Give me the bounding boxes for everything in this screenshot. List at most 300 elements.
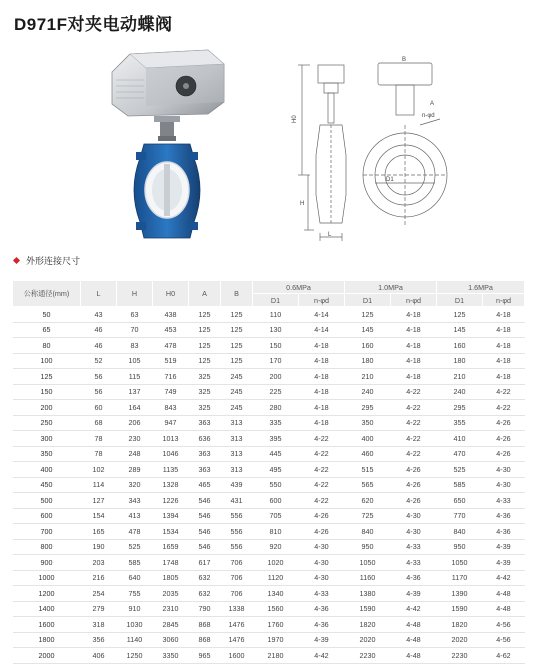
table-cell: 1120 [253,570,299,586]
table-cell: 460 [345,446,391,462]
table-cell: 4-22 [299,493,345,509]
table-cell: 4-48 [483,586,525,602]
table-cell: 600 [253,493,299,509]
table-cell: 4-36 [299,617,345,633]
table-row [13,477,525,493]
table-cell: 154 [81,508,117,524]
table-cell: 313 [221,431,253,447]
label-a: A [430,101,435,107]
header-h0: H0 [153,281,189,307]
table-cell: 1338 [221,601,253,617]
table-cell: 4-42 [391,601,437,617]
table-cell: 4-30 [299,570,345,586]
table-cell: 240 [437,384,483,400]
table-cell: 400 [345,431,391,447]
table-cell: 114 [81,477,117,493]
table-cell: 706 [221,586,253,602]
table-cell: 100 [13,353,81,369]
table-cell: 4-18 [299,369,345,385]
table-cell: 4-26 [391,493,437,509]
table-cell: 4-26 [483,431,525,447]
header-pressure-1-0: 1.0MPa [345,281,437,294]
table-cell: 1013 [153,431,189,447]
table-cell: 363 [189,415,221,431]
table-cell: 770 [437,508,483,524]
table-row [13,384,525,400]
table-cell: 450 [13,477,81,493]
table-cell: 4-22 [391,431,437,447]
table-cell: 78 [81,446,117,462]
table-cell: 125 [345,307,391,323]
table-row [13,415,525,431]
label-h: H [300,201,305,207]
table-cell: 165 [81,524,117,540]
table-cell: 4-14 [299,322,345,338]
table-cell: 840 [345,524,391,540]
table-cell: 78 [81,431,117,447]
table-cell: 546 [189,539,221,555]
label-nphid: n-φd [422,113,435,119]
table-cell: 4-22 [299,477,345,493]
table-cell: 343 [117,493,153,509]
table-cell: 50 [13,307,81,323]
table-cell: 950 [437,539,483,555]
table-cell: 1560 [253,601,299,617]
table-cell: 716 [153,369,189,385]
table-row [13,524,525,540]
table-cell: 125 [189,322,221,338]
table-cell: 4-30 [391,524,437,540]
table-cell: 203 [81,555,117,571]
table-cell: 585 [437,477,483,493]
table-cell: 453 [153,322,189,338]
table-cell: 1820 [345,617,391,633]
table-cell: 3350 [153,648,189,664]
table-cell: 632 [189,586,221,602]
page-title: D971F对夹电动蝶阀 [14,15,173,34]
table-cell: 4-39 [391,586,437,602]
table-row [13,508,525,524]
table-cell: 920 [253,539,299,555]
table-cell: 4-22 [391,384,437,400]
table-row [13,493,525,509]
table-cell: 318 [81,617,117,633]
table-cell: 2180 [253,648,299,664]
section-title: 外形连接尺寸 [26,256,81,266]
header-pressure-0-6: 0.6MPa [253,281,345,294]
table-cell: 395 [253,431,299,447]
table-cell: 125 [189,338,221,354]
table-row [13,617,525,633]
table-cell: 465 [189,477,221,493]
table-cell: 910 [117,601,153,617]
table-cell: 4-39 [483,539,525,555]
header-n-phid: n-φd [483,294,525,307]
table-cell: 230 [117,431,153,447]
table-cell: 4-26 [483,415,525,431]
table-cell: 620 [345,493,391,509]
table-cell: 810 [253,524,299,540]
table-row [13,555,525,571]
table-cell: 1748 [153,555,189,571]
table-cell: 4-36 [299,601,345,617]
table-cell: 125 [189,353,221,369]
table-cell: 431 [221,493,253,509]
table-cell: 56 [81,369,117,385]
table-cell: 706 [221,555,253,571]
table-cell: 4-33 [299,586,345,602]
table-cell: 4-30 [483,477,525,493]
table-cell: 4-22 [391,446,437,462]
table-cell: 400 [13,462,81,478]
table-row [13,648,525,664]
table-cell: 295 [345,400,391,416]
table-cell: 313 [221,415,253,431]
table-cell: 4-18 [483,369,525,385]
table-row [13,353,525,369]
table-row [13,400,525,416]
table-cell: 4-39 [299,632,345,648]
table-cell: 4-42 [483,570,525,586]
table-cell: 546 [189,508,221,524]
table-cell: 4-22 [299,462,345,478]
table-cell: 125 [221,338,253,354]
header-b: B [221,281,253,307]
table-cell: 4-22 [483,384,525,400]
table-cell: 700 [13,524,81,540]
table-cell: 313 [221,462,253,478]
table-cell: 280 [253,400,299,416]
table-cell: 240 [345,384,391,400]
table-cell: 350 [345,415,391,431]
table-cell: 1800 [13,632,81,648]
table-cell: 4-39 [483,555,525,571]
table-cell: 4-22 [483,400,525,416]
table-cell: 2845 [153,617,189,633]
header-d1: D1 [437,294,483,307]
table-cell: 4-18 [483,353,525,369]
table-cell: 125 [221,307,253,323]
table-cell: 43 [81,307,117,323]
header-h: H [117,281,153,307]
table-cell: 478 [153,338,189,354]
table-cell: 790 [189,601,221,617]
table-cell: 245 [221,400,253,416]
table-cell: 68 [81,415,117,431]
table-cell: 585 [117,555,153,571]
table-cell: 556 [221,508,253,524]
table-cell: 755 [117,586,153,602]
table-cell: 1050 [437,555,483,571]
table-cell: 1590 [345,601,391,617]
table-cell: 356 [81,632,117,648]
table-cell: 4-18 [391,353,437,369]
table-cell: 4-18 [299,353,345,369]
table-cell: 125 [221,353,253,369]
table-cell: 1659 [153,539,189,555]
table-cell: 600 [13,508,81,524]
header-pressure-1-6: 1.6MPa [437,281,525,294]
table-cell: 470 [437,446,483,462]
table-cell: 127 [81,493,117,509]
table-cell: 406 [81,648,117,664]
table-cell: 1970 [253,632,299,648]
table-cell: 225 [253,384,299,400]
table-cell: 125 [189,307,221,323]
table-cell: 160 [437,338,483,354]
table-cell: 325 [189,400,221,416]
table-cell: 640 [117,570,153,586]
table-cell: 200 [253,369,299,385]
table-cell: 4-42 [299,648,345,664]
table-cell: 632 [189,570,221,586]
table-cell: 313 [221,446,253,462]
table-cell: 300 [13,431,81,447]
table-cell: 4-30 [299,539,345,555]
table-cell: 705 [253,508,299,524]
table-cell: 550 [253,477,299,493]
table-cell: 200 [13,400,81,416]
header-a: A [189,281,221,307]
table-cell: 636 [189,431,221,447]
table-cell: 295 [437,400,483,416]
header-d1: D1 [253,294,299,307]
table-cell: 413 [117,508,153,524]
header-dn: 公称通径(mm) [13,281,81,307]
table-cell: 1600 [221,648,253,664]
table-cell: 2310 [153,601,189,617]
table-row [13,586,525,602]
table-cell: 445 [253,446,299,462]
table-row [13,369,525,385]
table-cell: 125 [437,307,483,323]
table-cell: 4-18 [391,307,437,323]
table-cell: 1140 [117,632,153,648]
table-cell: 150 [13,384,81,400]
table-cell: 1000 [13,570,81,586]
table-cell: 1250 [117,648,153,664]
table-cell: 335 [253,415,299,431]
table-cell: 515 [345,462,391,478]
table-row [13,539,525,555]
table-row [13,601,525,617]
dimension-drawing [280,55,455,245]
table-cell: 164 [117,400,153,416]
table-cell: 868 [189,617,221,633]
table-cell: 4-22 [299,431,345,447]
table-cell: 500 [13,493,81,509]
table-cell: 206 [117,415,153,431]
table-cell: 1030 [117,617,153,633]
table-row [13,446,525,462]
table-cell: 254 [81,586,117,602]
table-cell: 478 [117,524,153,540]
table-cell: 1226 [153,493,189,509]
table-cell: 216 [81,570,117,586]
table-cell: 843 [153,400,189,416]
table-cell: 4-56 [483,617,525,633]
label-b: B [402,57,407,63]
table-cell: 650 [437,493,483,509]
table-row [13,307,525,323]
table-cell: 160 [345,338,391,354]
table-cell: 556 [221,524,253,540]
table-cell: 4-18 [299,338,345,354]
table-cell: 1135 [153,462,189,478]
table-cell: 4-56 [483,632,525,648]
table-cell: 180 [345,353,391,369]
table-cell: 4-30 [299,555,345,571]
table-cell: 1476 [221,632,253,648]
table-cell: 4-62 [483,648,525,664]
table-cell: 63 [117,307,153,323]
header-n-phid: n-φd [391,294,437,307]
table-cell: 1805 [153,570,189,586]
table-cell: 145 [437,322,483,338]
table-cell: 868 [189,632,221,648]
table-cell: 363 [189,462,221,478]
table-cell: 2230 [437,648,483,664]
table-cell: 4-26 [483,446,525,462]
diamond-bullet-icon [13,257,20,264]
table-cell: 4-18 [483,338,525,354]
table-cell: 70 [117,322,153,338]
table-header-row [13,281,525,294]
table-cell: 546 [189,524,221,540]
table-cell: 83 [117,338,153,354]
table-cell: 4-22 [299,446,345,462]
table-cell: 110 [253,307,299,323]
table-cell: 1328 [153,477,189,493]
table-cell: 1534 [153,524,189,540]
table-cell: 4-48 [391,648,437,664]
table-cell: 46 [81,338,117,354]
table-row [13,462,525,478]
table-cell: 4-18 [299,384,345,400]
table-cell: 102 [81,462,117,478]
table-cell: 2230 [345,648,391,664]
table-cell: 438 [153,307,189,323]
table-cell: 439 [221,477,253,493]
table-cell: 170 [253,353,299,369]
table-cell: 250 [13,415,81,431]
table-cell: 1600 [13,617,81,633]
table-cell: 725 [345,508,391,524]
table-cell: 4-18 [483,322,525,338]
table-row [13,322,525,338]
table-cell: 4-30 [391,508,437,524]
table-cell: 525 [437,462,483,478]
table-cell: 56 [81,384,117,400]
table-cell: 1160 [345,570,391,586]
table-cell: 565 [345,477,391,493]
table-cell: 4-48 [391,617,437,633]
table-cell: 125 [13,369,81,385]
table-cell: 4-26 [299,508,345,524]
header-d1: D1 [345,294,391,307]
table-cell: 900 [13,555,81,571]
table-cell: 130 [253,322,299,338]
table-cell: 4-36 [391,570,437,586]
label-d1: D1 [386,177,394,183]
table-cell: 2020 [345,632,391,648]
table-cell: 180 [437,353,483,369]
table-cell: 2000 [13,648,81,664]
table-cell: 46 [81,322,117,338]
table-cell: 325 [189,369,221,385]
table-cell: 105 [117,353,153,369]
table-cell: 4-26 [391,477,437,493]
table-cell: 840 [437,524,483,540]
table-cell: 289 [117,462,153,478]
table-row [13,338,525,354]
table-cell: 950 [345,539,391,555]
table-cell: 4-18 [391,338,437,354]
table-cell: 546 [189,493,221,509]
table-cell: 190 [81,539,117,555]
table-cell: 4-48 [483,601,525,617]
table-cell: 749 [153,384,189,400]
table-cell: 2020 [437,632,483,648]
table-cell: 556 [221,539,253,555]
label-l: L [328,232,332,238]
table-cell: 947 [153,415,189,431]
table-cell: 1046 [153,446,189,462]
table-cell: 150 [253,338,299,354]
table-cell: 2035 [153,586,189,602]
table-cell: 4-14 [299,307,345,323]
table-cell: 1390 [437,586,483,602]
table-cell: 1050 [345,555,391,571]
table-cell: 1476 [221,617,253,633]
table-cell: 1340 [253,586,299,602]
table-cell: 1590 [437,601,483,617]
table-cell: 137 [117,384,153,400]
table-cell: 350 [13,446,81,462]
header-n-phid: n-φd [299,294,345,307]
table-cell: 4-30 [483,462,525,478]
table-cell: 4-36 [483,524,525,540]
table-cell: 4-18 [299,415,345,431]
table-cell: 320 [117,477,153,493]
label-h0: H0 [292,115,298,123]
table-cell: 245 [221,384,253,400]
table-cell: 4-33 [483,493,525,509]
table-cell: 4-33 [391,539,437,555]
table-cell: 210 [345,369,391,385]
table-row [13,632,525,648]
table-cell: 115 [117,369,153,385]
table-row [13,431,525,447]
table-cell: 410 [437,431,483,447]
table-cell: 4-33 [391,555,437,571]
section-heading [12,254,80,267]
dimension-table [12,280,525,664]
table-cell: 525 [117,539,153,555]
header-l: L [81,281,117,307]
table-cell: 3060 [153,632,189,648]
table-cell: 800 [13,539,81,555]
table-cell: 1200 [13,586,81,602]
table-cell: 325 [189,384,221,400]
table-cell: 1170 [437,570,483,586]
table-cell: 4-22 [391,415,437,431]
table-cell: 4-18 [483,307,525,323]
table-cell: 60 [81,400,117,416]
table-cell: 4-26 [391,462,437,478]
table-cell: 617 [189,555,221,571]
table-cell: 1760 [253,617,299,633]
